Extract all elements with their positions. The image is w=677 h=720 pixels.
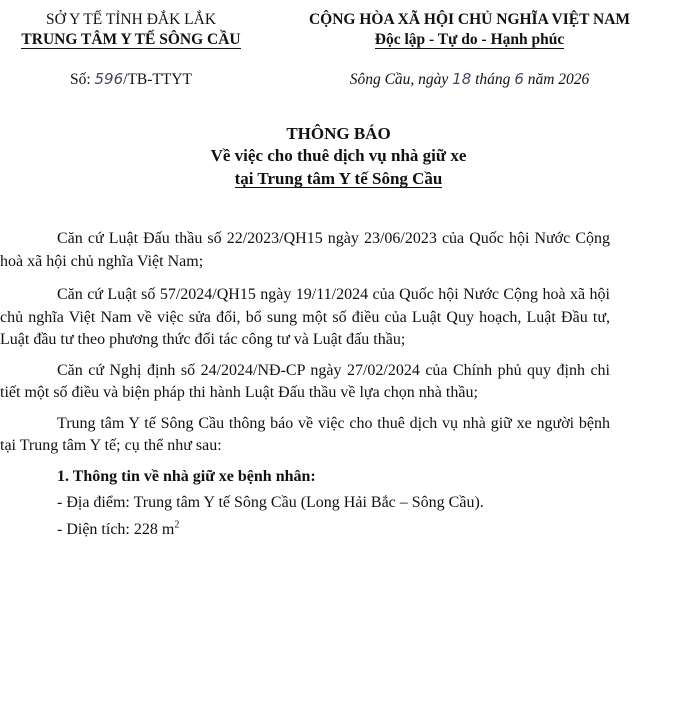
issuing-agency: SỞ Y TẾ TỈNH ĐẮK LẮK (45, 11, 217, 28)
document-number (0, 70, 262, 89)
document-subtitle-line-2 (0, 169, 677, 189)
document-number-suffix: /TB-TTYT (123, 71, 193, 88)
organization-name (0, 30, 262, 50)
document-subtitle-line-1: Về việc cho thuê dịch vụ nhà giữ xe (210, 146, 467, 165)
item-location: - Địa điểm: Trung tâm Y tế Sông Cầu (Long Hải Bắc – Sông Cầu). (57, 494, 484, 511)
national-block (262, 10, 677, 50)
announcement-paragraph: Trung tâm Y tế Sông Cầu thông báo về việc cho thuê dịch vụ nhà giữ xe người bệnh tại Trung tâm Y tế; cụ thể như sau: (0, 414, 610, 454)
issuer-block (0, 10, 262, 50)
date-place: Sông Cầu, ngày (349, 71, 453, 88)
date-year: năm 2026 (523, 71, 590, 88)
date-month-handwritten: 6 (514, 70, 524, 88)
section-1-heading: 1. Thông tin về nhà giữ xe bệnh nhân: (57, 467, 316, 485)
legal-basis-paragraph-2: Căn cứ Luật số 57/2024/QH15 ngày 19/11/2024 của Quốc hội Nước Cộng hoà xã hội chủ nghĩa Việt Nam về việc sửa đổi, bổ sung một số điều của Luật Quy hoạch, Luật Đầu tư, Luật đầu tư theo phương thức đối tác công tư và Luật đấu thầu; (0, 286, 610, 348)
national-motto-text: Độc lập - Tự do - Hạnh phúc (374, 31, 565, 48)
organization-name-text: TRUNG TÂM Y TẾ SÔNG CẦU (21, 31, 241, 48)
item-area-text: - Diện tích: 228 m (57, 520, 175, 538)
item-area (0, 519, 610, 542)
national-title: CỘNG HÒA XÃ HỘI CHỦ NGHĨA VIỆT NAM (308, 11, 631, 28)
document-number-handwritten: 596 (94, 70, 124, 88)
date-day-handwritten: 18 (452, 70, 472, 88)
document-subtitle-line-2-text: tại Trung tâm Y tế Sông Cầu (234, 169, 443, 188)
legal-basis-paragraph-1: Căn cứ Luật Đấu thầu số 22/2023/QH15 ngày 23/06/2023 của Quốc hội Nước Cộng hoà xã hội chủ nghĩa Việt Nam; (0, 230, 610, 270)
date-month-label: tháng (471, 71, 515, 88)
legal-basis-paragraph-3: Căn cứ Nghị định số 24/2024/NĐ-CP ngày 27/02/2024 của Chính phủ quy định chi tiết một số điều và biện pháp thi hành Luật Đấu thầu về lựa chọn nhà thầu; (0, 361, 610, 401)
date-line (262, 70, 677, 89)
document-number-prefix: Số: (69, 71, 95, 88)
national-motto (262, 30, 677, 50)
item-area-superscript: 2 (174, 519, 180, 531)
document-title: THÔNG BÁO (286, 124, 391, 143)
document-body (0, 228, 610, 545)
